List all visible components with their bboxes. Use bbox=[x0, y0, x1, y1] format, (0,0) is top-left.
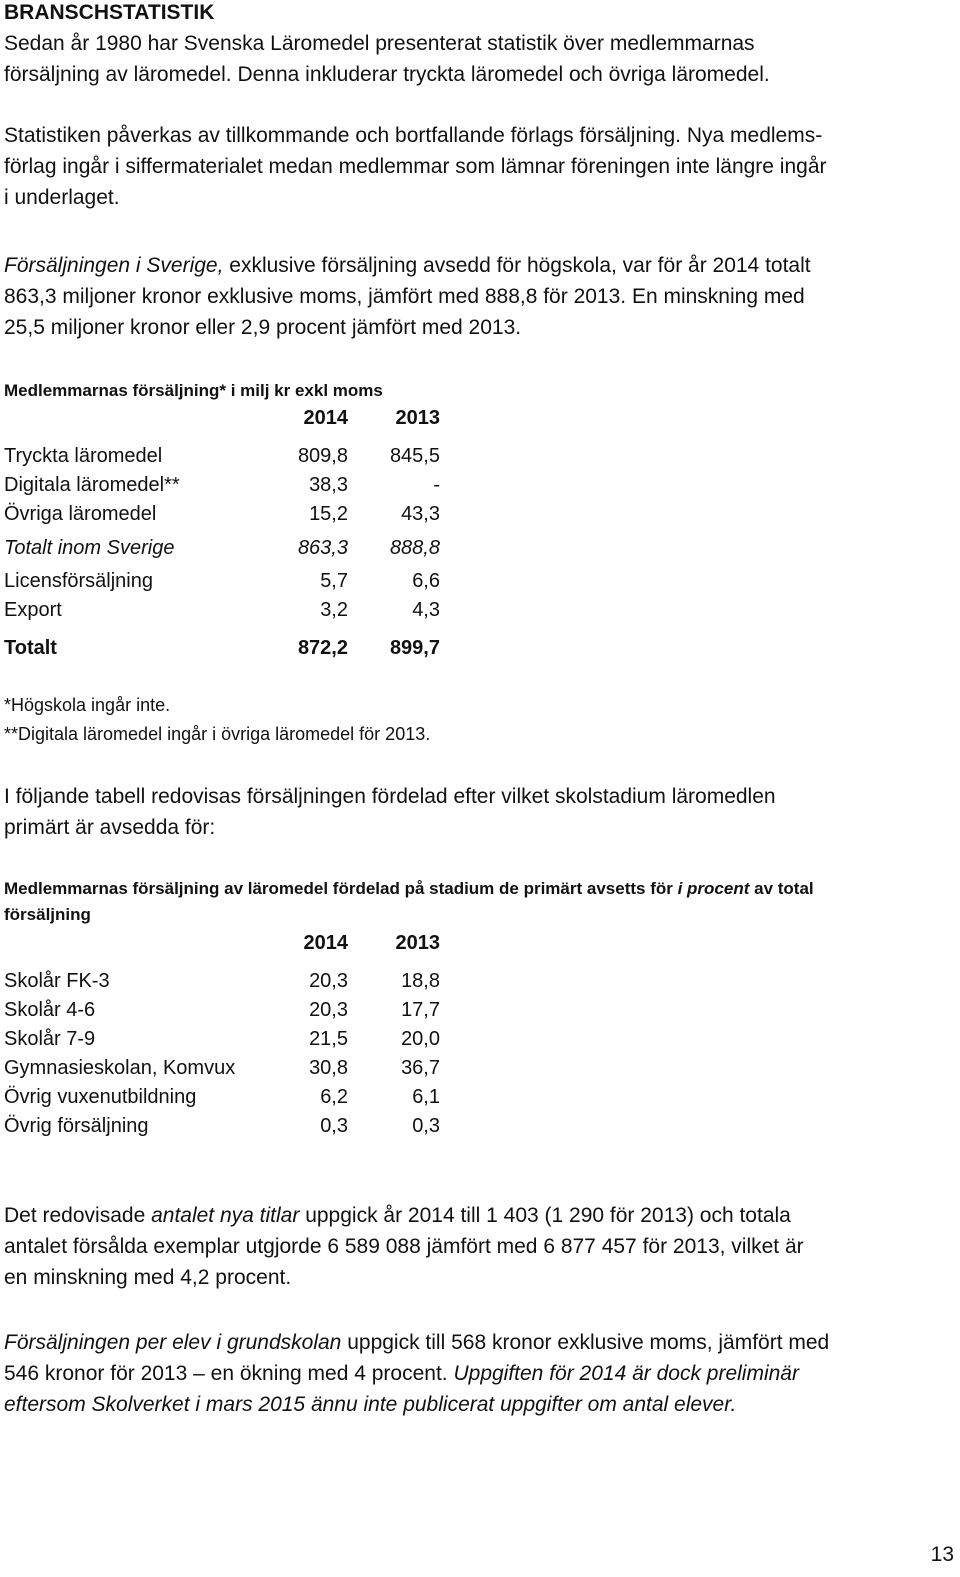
sales-sweden-paragraph bbox=[4, 250, 811, 343]
sales-sweden-line-3: 25,5 miljoner kronor eller 2,9 procent jämfört med 2013. bbox=[4, 316, 522, 339]
statistics-line-2: förlag ingår i siffermaterialet medan medlemmar som lämnar föreningen inte längre ingår bbox=[4, 155, 827, 178]
value-2013: 845,5 bbox=[389, 445, 440, 467]
table-row bbox=[4, 500, 444, 528]
value-2014: 872,2 bbox=[297, 637, 348, 659]
value-2013: 4,3 bbox=[412, 599, 440, 621]
value-2013: 6,1 bbox=[412, 1086, 440, 1108]
new-titles-line-3: en minskning med 4,2 procent. bbox=[4, 1266, 292, 1289]
new-titles-line-1-b: uppgick år 2014 till 1 403 (1 290 för 2013) och totala bbox=[299, 1204, 791, 1227]
table-row bbox=[4, 471, 444, 499]
table2-title-emphasis: i procent bbox=[677, 879, 750, 898]
per-student-line-2-italic: Uppgiften för 2014 är dock preliminär bbox=[453, 1362, 799, 1385]
per-student-line-3: eftersom Skolverket i mars 2015 ännu inte publicerat uppgifter om antal elever. bbox=[4, 1393, 737, 1416]
value-2013: - bbox=[433, 474, 440, 496]
distribution-intro-line-2: primärt är avsedda för: bbox=[4, 816, 216, 839]
per-student-line-2-a: 546 kronor för 2013 – en ökning med 4 procent. bbox=[4, 1362, 454, 1385]
value-2014: 20,3 bbox=[309, 970, 348, 992]
intro-line-2: försäljning av läromedel. Denna inkluderar tryckta läromedel och övriga läromedel. bbox=[4, 63, 770, 86]
value-2013: 888,8 bbox=[389, 537, 440, 559]
table2-header-2014: 2014 bbox=[303, 932, 348, 954]
value-2013: 899,7 bbox=[389, 637, 440, 659]
value-2013: 20,0 bbox=[401, 1028, 440, 1050]
value-2013: 18,8 bbox=[401, 970, 440, 992]
distribution-intro-paragraph bbox=[4, 781, 776, 843]
table-row bbox=[4, 567, 444, 595]
new-titles-emphasis: antalet nya titlar bbox=[151, 1204, 300, 1227]
table-row bbox=[4, 967, 444, 995]
new-titles-line-1 bbox=[4, 1200, 804, 1231]
footnote-2: **Digitala läromedel ingår i övriga läromedel för 2013. bbox=[4, 724, 431, 744]
value-2013: 36,7 bbox=[401, 1057, 440, 1079]
value-2014: 3,2 bbox=[320, 599, 348, 621]
value-2014: 38,3 bbox=[309, 474, 348, 496]
row-label: Skolår 4-6 bbox=[4, 999, 96, 1021]
sales-sweden-line-1 bbox=[4, 250, 811, 281]
table1-header-2014: 2014 bbox=[303, 407, 348, 429]
per-student-paragraph bbox=[4, 1327, 829, 1420]
statistics-paragraph bbox=[4, 120, 827, 213]
table2-title bbox=[4, 876, 814, 928]
table-row bbox=[4, 596, 444, 624]
table-row bbox=[4, 1083, 444, 1111]
table2-title-line-1 bbox=[4, 876, 814, 902]
row-label: Övrig försäljning bbox=[4, 1115, 149, 1137]
value-2014: 6,2 bbox=[320, 1086, 348, 1108]
value-2013: 43,3 bbox=[401, 503, 440, 525]
table-row bbox=[4, 1112, 444, 1140]
row-label: Export bbox=[4, 599, 62, 621]
table2-title-part1: Medlemmarnas försäljning av läromedel fördelad på stadium de primärt avsetts för bbox=[4, 879, 678, 898]
table-row bbox=[4, 996, 444, 1024]
page-number: 13 bbox=[930, 1543, 954, 1566]
row-label: Licensförsäljning bbox=[4, 570, 153, 592]
intro-paragraph bbox=[4, 28, 770, 90]
table-row bbox=[4, 1025, 444, 1053]
new-titles-paragraph bbox=[4, 1200, 804, 1293]
table2-title-line-2: försäljning bbox=[4, 905, 91, 924]
intro-line-1: Sedan år 1980 har Svenska Läromedel presenterat statistik över medlemmarnas bbox=[4, 32, 755, 55]
value-2014: 30,8 bbox=[309, 1057, 348, 1079]
table-row bbox=[4, 442, 444, 470]
row-label: Skolår FK-3 bbox=[4, 970, 110, 992]
per-student-emphasis: Försäljningen per elev i grundskolan bbox=[4, 1331, 342, 1354]
table-row bbox=[4, 1054, 444, 1082]
value-2014: 863,3 bbox=[297, 537, 348, 559]
table1-title: Medlemmarnas försäljning* i milj kr exkl moms bbox=[4, 381, 383, 400]
value-2013: 17,7 bbox=[401, 999, 440, 1021]
row-label: Tryckta läromedel bbox=[4, 445, 163, 467]
value-2014: 15,2 bbox=[309, 503, 348, 525]
row-label: Skolår 7-9 bbox=[4, 1028, 96, 1050]
table1-header-2013: 2013 bbox=[395, 407, 440, 429]
value-2014: 809,8 bbox=[297, 445, 348, 467]
sales-sweden-line-1-rest: exklusive försäljning avsedd för högskola, var för år 2014 totalt bbox=[223, 254, 811, 277]
statistics-line-3: i underlaget. bbox=[4, 186, 120, 209]
distribution-intro-line-1: I följande tabell redovisas försäljningen fördelad efter vilket skolstadium läromedlen bbox=[4, 785, 776, 808]
value-2014: 5,7 bbox=[320, 570, 348, 592]
row-label: Totalt inom Sverige bbox=[4, 537, 175, 559]
per-student-line-1 bbox=[4, 1327, 829, 1358]
table1-footnotes bbox=[4, 691, 430, 749]
new-titles-line-2: antalet försålda exemplar utgjorde 6 589 088 jämfört med 6 877 457 för 2013, vilket är bbox=[4, 1235, 804, 1258]
table2-header-row bbox=[4, 929, 444, 957]
statistics-line-1: Statistiken påverkas av tillkommande och bortfallande förlags försäljning. Nya medlems- bbox=[4, 124, 823, 147]
value-2013: 6,6 bbox=[412, 570, 440, 592]
table2-title-part2: av total bbox=[749, 879, 814, 898]
sales-sweden-line-2: 863,3 miljoner kronor exklusive moms, jämfört med 888,8 för 2013. En minskning med bbox=[4, 285, 805, 308]
row-label: Gymnasieskolan, Komvux bbox=[4, 1057, 236, 1079]
page-heading: BRANSCHSTATISTIK bbox=[4, 1, 215, 24]
table-row bbox=[4, 534, 444, 562]
value-2014: 20,3 bbox=[309, 999, 348, 1021]
table2-header-2013: 2013 bbox=[395, 932, 440, 954]
per-student-line-2 bbox=[4, 1358, 829, 1389]
row-label: Övriga läromedel bbox=[4, 503, 157, 525]
table-row bbox=[4, 634, 444, 662]
row-label: Digitala läromedel** bbox=[4, 474, 180, 496]
value-2013: 0,3 bbox=[412, 1115, 440, 1137]
row-label: Övrig vuxenutbildning bbox=[4, 1086, 197, 1108]
footnote-1: *Högskola ingår inte. bbox=[4, 695, 171, 715]
sales-sweden-emphasis: Försäljningen i Sverige, bbox=[4, 254, 224, 277]
per-student-line-1-rest: uppgick till 568 kronor exklusive moms, jämfört med bbox=[341, 1331, 830, 1354]
value-2014: 0,3 bbox=[320, 1115, 348, 1137]
row-label: Totalt bbox=[4, 637, 57, 659]
new-titles-line-1-a: Det redovisade bbox=[4, 1204, 152, 1227]
value-2014: 21,5 bbox=[309, 1028, 348, 1050]
table1-header-row bbox=[4, 404, 444, 432]
